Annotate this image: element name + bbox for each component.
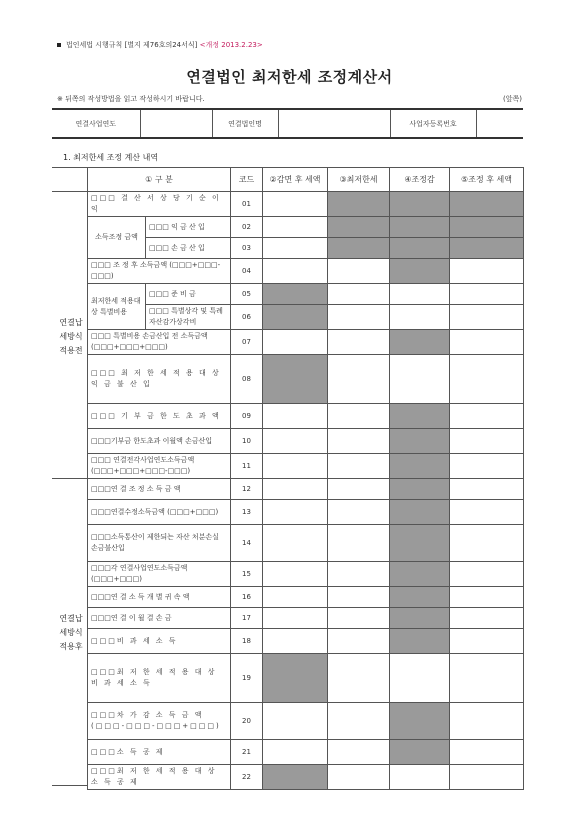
cell[interactable] xyxy=(328,404,390,429)
shaded-cell xyxy=(390,562,450,587)
instruction-note: ※ 뒤쪽의 작성방법을 읽고 작성하시기 바랍니다. xyxy=(57,95,205,103)
shaded-cell xyxy=(328,238,390,259)
cell[interactable] xyxy=(263,587,328,608)
row-label: □□□ 조 정 후 소득금액 (□□□+□□□-□□□) xyxy=(88,259,231,284)
table-row xyxy=(88,765,524,790)
cell[interactable] xyxy=(450,305,524,330)
shaded-cell xyxy=(390,479,450,500)
row-code: 07 xyxy=(231,330,263,355)
table-row xyxy=(88,608,524,629)
cell[interactable] xyxy=(263,259,328,284)
row-label: □□□소 득 공 제 xyxy=(88,740,231,765)
table-row xyxy=(88,284,524,305)
divider xyxy=(52,167,87,168)
cell[interactable] xyxy=(328,654,390,703)
row-code: 10 xyxy=(231,429,263,454)
cell[interactable] xyxy=(263,192,328,217)
table-row xyxy=(88,429,524,454)
form-reference xyxy=(57,40,263,50)
cell[interactable] xyxy=(450,355,524,404)
cell[interactable] xyxy=(328,479,390,500)
table-row xyxy=(88,562,524,587)
cell[interactable] xyxy=(263,703,328,740)
row-code: 12 xyxy=(231,479,263,500)
cell[interactable] xyxy=(390,284,450,305)
min-tax-calc-table xyxy=(87,167,524,790)
cell[interactable] xyxy=(450,259,524,284)
cell[interactable] xyxy=(328,454,390,479)
cell[interactable] xyxy=(263,500,328,525)
shaded-cell xyxy=(390,525,450,562)
row-code: 11 xyxy=(231,454,263,479)
row-label: □□□ 최 저 한 세 적 용 대 상 익 금 불 산 입 xyxy=(88,355,231,404)
shaded-cell xyxy=(263,765,328,790)
shaded-cell xyxy=(390,629,450,654)
shaded-cell xyxy=(390,404,450,429)
cell[interactable] xyxy=(450,525,524,562)
cell[interactable] xyxy=(263,608,328,629)
cell[interactable] xyxy=(450,454,524,479)
row-label: □□□ 특별상각 및 특례자산감가상각비 xyxy=(146,305,231,330)
cell[interactable] xyxy=(328,525,390,562)
table-row xyxy=(88,330,524,355)
row-code: 04 xyxy=(231,259,263,284)
shaded-cell xyxy=(390,608,450,629)
row-group-label: 최저한세 적용대상 특별비용 xyxy=(88,284,146,330)
row-code: 22 xyxy=(231,765,263,790)
table-row xyxy=(88,238,524,259)
cell[interactable] xyxy=(263,740,328,765)
row-code: 03 xyxy=(231,238,263,259)
row-label: □□□ 연결전각사업연도소득금액 (□□□+□□□+□□□-□□□) xyxy=(88,454,231,479)
cell[interactable] xyxy=(263,330,328,355)
row-code: 01 xyxy=(231,192,263,217)
row-code: 16 xyxy=(231,587,263,608)
cell[interactable] xyxy=(328,740,390,765)
shaded-cell xyxy=(390,703,450,740)
cell[interactable] xyxy=(263,238,328,259)
row-code: 21 xyxy=(231,740,263,765)
group-label-before: 연결납 세방식 적용전 xyxy=(59,318,83,355)
cell[interactable] xyxy=(328,500,390,525)
divider xyxy=(52,478,87,479)
cell[interactable] xyxy=(328,305,390,330)
row-code: 08 xyxy=(231,355,263,404)
row-label: □□□각 연결사업연도소득금액 (□□□+□□□) xyxy=(88,562,231,587)
cell[interactable] xyxy=(450,404,524,429)
corp-name-label: 연결법인명 xyxy=(212,109,278,138)
header-after-reduction-tax: ②감면 후 세액 xyxy=(263,168,328,192)
cell[interactable] xyxy=(328,587,390,608)
group-label-after: 연결납 세방식 적용후 xyxy=(59,614,83,651)
shaded-cell xyxy=(263,305,328,330)
shaded-cell xyxy=(450,192,524,217)
row-label: □□□ 결 산 서 상 당 기 순 이 익 xyxy=(88,192,231,217)
row-label: □□□연 결 조 정 소 득 금 액 xyxy=(88,479,231,500)
row-code: 05 xyxy=(231,284,263,305)
revision-date: <개정 2013.2.23> xyxy=(199,41,263,49)
section-title: 1. 최저한세 조정 계산 내역 xyxy=(63,153,159,162)
row-label: □□□비 과 세 소 득 xyxy=(88,629,231,654)
cell[interactable] xyxy=(450,703,524,740)
shaded-cell xyxy=(390,740,450,765)
cell[interactable] xyxy=(450,562,524,587)
square-bullet-icon xyxy=(57,43,61,47)
header-code: 코드 xyxy=(231,168,263,192)
cell[interactable] xyxy=(263,217,328,238)
entity-info-table xyxy=(52,108,523,139)
cell[interactable] xyxy=(450,587,524,608)
cell[interactable] xyxy=(390,654,450,703)
row-code: 17 xyxy=(231,608,263,629)
row-group-label: 소득조정 금액 xyxy=(88,217,146,259)
shaded-cell xyxy=(328,217,390,238)
header-adjustment: ④조정감 xyxy=(390,168,450,192)
row-label: □□□최 저 한 세 적 용 대 상 소 득 공 제 xyxy=(88,765,231,790)
cell[interactable] xyxy=(263,429,328,454)
row-code: 19 xyxy=(231,654,263,703)
cell[interactable] xyxy=(450,429,524,454)
divider xyxy=(52,191,87,192)
shaded-cell xyxy=(390,330,450,355)
shaded-cell xyxy=(450,238,524,259)
cell[interactable] xyxy=(328,562,390,587)
shaded-cell xyxy=(390,500,450,525)
row-label: □□□최 저 한 세 적 용 대 상 비 과 세 소 득 xyxy=(88,654,231,703)
cell[interactable] xyxy=(263,525,328,562)
cell[interactable] xyxy=(390,305,450,330)
table-row xyxy=(88,703,524,740)
shaded-cell xyxy=(390,454,450,479)
header-gubun: ① 구 분 xyxy=(88,168,231,192)
shaded-cell xyxy=(390,259,450,284)
table-row xyxy=(88,217,524,238)
business-number-label: 사업자등록번호 xyxy=(390,109,476,138)
cell[interactable] xyxy=(450,500,524,525)
cell[interactable] xyxy=(450,765,524,790)
cell[interactable] xyxy=(328,629,390,654)
cell[interactable] xyxy=(450,284,524,305)
business-number-field[interactable] xyxy=(476,109,523,138)
cell[interactable] xyxy=(263,629,328,654)
cell[interactable] xyxy=(450,629,524,654)
row-code: 15 xyxy=(231,562,263,587)
row-code: 06 xyxy=(231,305,263,330)
row-label: □□□기부금 한도초과 이월액 손금산입 xyxy=(88,429,231,454)
cell[interactable] xyxy=(450,608,524,629)
row-code: 13 xyxy=(231,500,263,525)
cell[interactable] xyxy=(328,608,390,629)
cell[interactable] xyxy=(328,284,390,305)
cell[interactable] xyxy=(390,355,450,404)
cell[interactable] xyxy=(263,562,328,587)
corp-name-field[interactable] xyxy=(278,109,390,138)
header-adjusted-tax: ⑤조정 후 세액 xyxy=(450,168,524,192)
fiscal-year-field[interactable] xyxy=(140,109,212,138)
cell[interactable] xyxy=(263,479,328,500)
table-row xyxy=(88,740,524,765)
table-row xyxy=(88,192,524,217)
row-label: □□□ 손 금 산 입 xyxy=(146,238,231,259)
page-title: 연결법인 최저한세 조정계산서 xyxy=(186,68,393,86)
law-reference: 법인세법 시행규칙 [별지 제76호의24서식] xyxy=(66,41,198,49)
table-row xyxy=(88,629,524,654)
row-label: □□□연 결 이 월 결 손 금 xyxy=(88,608,231,629)
cell[interactable] xyxy=(328,703,390,740)
shaded-cell xyxy=(263,284,328,305)
row-label: □□□연결수정소득금액 (□□□+□□□) xyxy=(88,500,231,525)
shaded-cell xyxy=(328,192,390,217)
table-row xyxy=(88,259,524,284)
row-code: 20 xyxy=(231,703,263,740)
table-row xyxy=(88,454,524,479)
table-row xyxy=(88,654,524,703)
shaded-cell xyxy=(263,355,328,404)
cell[interactable] xyxy=(328,330,390,355)
shaded-cell xyxy=(390,587,450,608)
shaded-cell xyxy=(390,192,450,217)
cell[interactable] xyxy=(263,404,328,429)
table-row xyxy=(88,355,524,404)
row-label: □□□ 특별비용 손금산입 전 소득금액 (□□□+□□□+□□□) xyxy=(88,330,231,355)
table-row xyxy=(88,305,524,330)
row-label: □□□소득통산이 제한되는 자산 처분손실 손금불산입 xyxy=(88,525,231,562)
divider xyxy=(52,785,87,786)
cell[interactable] xyxy=(450,479,524,500)
cell[interactable] xyxy=(390,765,450,790)
row-code: 18 xyxy=(231,629,263,654)
row-label: □□□ 익 금 산 입 xyxy=(146,217,231,238)
header-minimum-tax: ③최저한세 xyxy=(328,168,390,192)
cell[interactable] xyxy=(328,765,390,790)
cell[interactable] xyxy=(450,654,524,703)
cell[interactable] xyxy=(263,454,328,479)
table-row xyxy=(88,404,524,429)
row-code: 02 xyxy=(231,217,263,238)
page-side-label: (앞쪽) xyxy=(503,95,522,103)
cell[interactable] xyxy=(450,330,524,355)
table-row xyxy=(88,479,524,500)
cell[interactable] xyxy=(328,259,390,284)
shaded-cell xyxy=(390,238,450,259)
shaded-cell xyxy=(390,217,450,238)
row-label: □□□연 결 소 득 개 별 귀 속 액 xyxy=(88,587,231,608)
shaded-cell xyxy=(390,429,450,454)
row-code: 14 xyxy=(231,525,263,562)
cell[interactable] xyxy=(450,740,524,765)
table-row xyxy=(88,500,524,525)
row-label: □□□ 기 부 금 한 도 초 과 액 xyxy=(88,404,231,429)
table-row xyxy=(88,525,524,562)
cell[interactable] xyxy=(328,355,390,404)
table-row xyxy=(88,587,524,608)
fiscal-year-label: 연결사업연도 xyxy=(52,109,140,138)
shaded-cell xyxy=(450,217,524,238)
row-code: 09 xyxy=(231,404,263,429)
row-label: □□□ 준 비 금 xyxy=(146,284,231,305)
row-label: □□□차 가 감 소 득 금 액 (□□□-□□□-□□□+□□□) xyxy=(88,703,231,740)
shaded-cell xyxy=(263,654,328,703)
cell[interactable] xyxy=(328,429,390,454)
